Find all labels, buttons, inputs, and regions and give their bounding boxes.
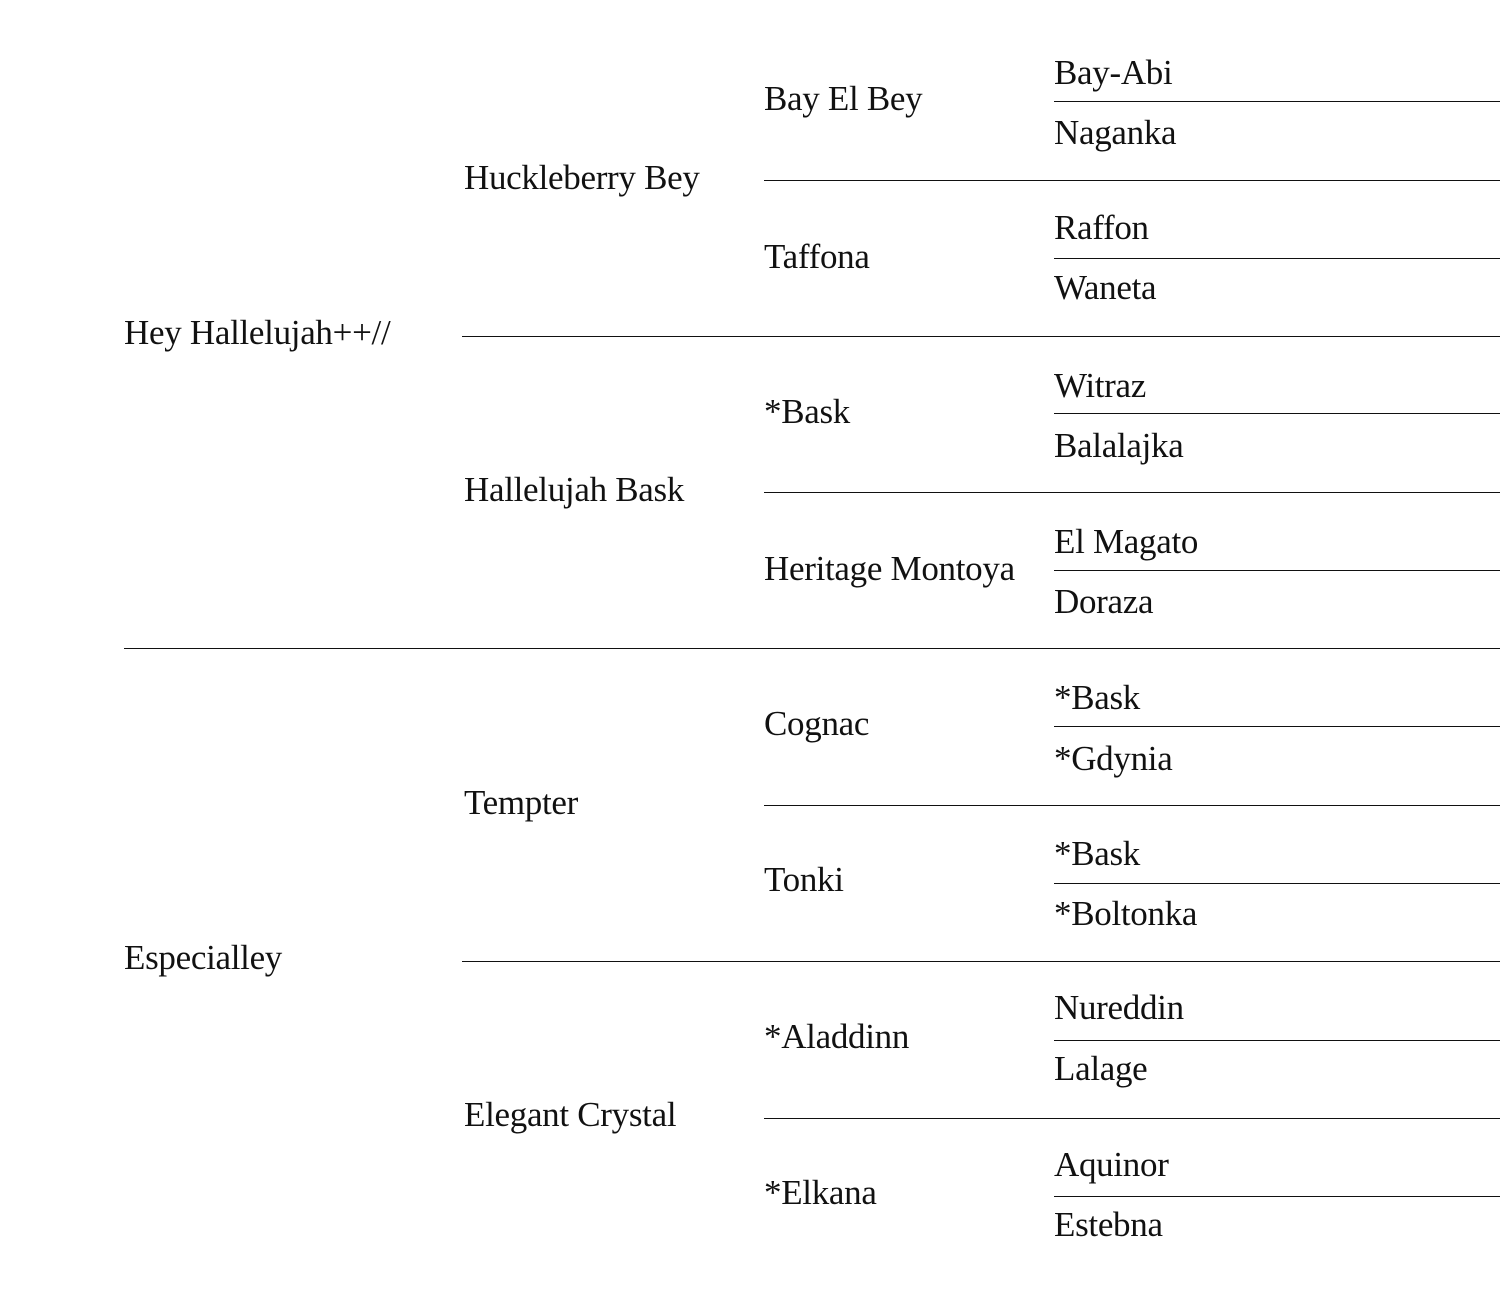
gen4-name: Witraz (1054, 366, 1147, 405)
gen3-divider (764, 805, 1500, 806)
gen4-name: El Magato (1054, 522, 1199, 561)
sire-line-divider (462, 336, 1500, 337)
dam-name: Especialley (124, 938, 283, 977)
gen4-name: Doraza (1054, 582, 1154, 621)
gen4-divider (1054, 1196, 1500, 1197)
gen4-name: Raffon (1054, 208, 1149, 247)
sds-name: *Bask (764, 392, 851, 431)
gen4-name: Estebna (1054, 1205, 1163, 1244)
dam-sire-name: Tempter (464, 783, 579, 822)
sire-dam-name: Hallelujah Bask (464, 470, 685, 509)
gen4-name: *Gdynia (1054, 739, 1173, 778)
gen4-name: Naganka (1054, 113, 1177, 152)
ssd-name: Taffona (764, 237, 870, 276)
gen4-name: *Boltonka (1054, 894, 1198, 933)
gen4-divider (1054, 726, 1500, 727)
gen4-divider (1054, 1040, 1500, 1041)
gen3-divider (764, 492, 1500, 493)
dds-name: *Aladdinn (764, 1017, 910, 1056)
gen4-divider (1054, 883, 1500, 884)
gen4-name: Balalajka (1054, 426, 1184, 465)
sire-name: Hey Hallelujah++// (124, 313, 391, 352)
sire-sire-name: Huckleberry Bey (464, 158, 700, 197)
gen4-name: Bay-Abi (1054, 53, 1173, 92)
gen4-name: Waneta (1054, 268, 1157, 307)
gen4-name: *Bask (1054, 834, 1141, 873)
ddd-name: *Elkana (764, 1173, 877, 1212)
sdd-name: Heritage Montoya (764, 549, 1015, 588)
sire-dam-divider (124, 648, 1500, 649)
gen3-divider (764, 180, 1500, 181)
gen4-name: Lalage (1054, 1049, 1148, 1088)
dss-name: Cognac (764, 704, 870, 743)
gen4-divider (1054, 258, 1500, 259)
gen4-name: *Bask (1054, 678, 1141, 717)
dsd-name: Tonki (764, 860, 844, 899)
dam-dam-name: Elegant Crystal (464, 1095, 677, 1134)
gen4-name: Aquinor (1054, 1145, 1169, 1184)
gen4-divider (1054, 101, 1500, 102)
sss-name: Bay El Bey (764, 79, 923, 118)
gen4-divider (1054, 570, 1500, 571)
dam-line-divider (462, 961, 1500, 962)
gen3-divider (764, 1118, 1500, 1119)
gen4-divider (1054, 413, 1500, 414)
gen4-name: Nureddin (1054, 988, 1184, 1027)
